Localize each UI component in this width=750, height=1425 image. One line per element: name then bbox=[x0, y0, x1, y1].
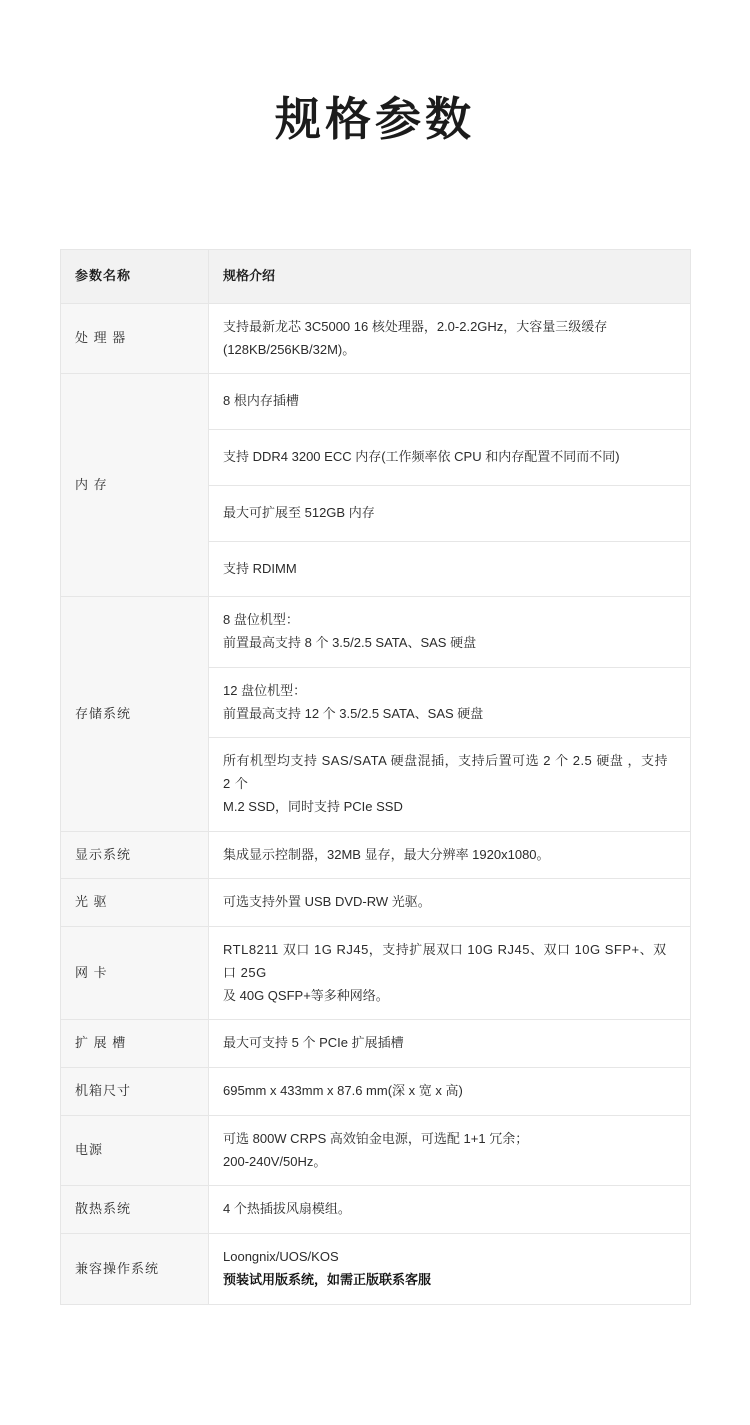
row-value-storage bbox=[209, 597, 691, 831]
table-row bbox=[61, 927, 691, 1020]
spec-table bbox=[60, 249, 691, 1305]
table-row bbox=[61, 303, 691, 374]
row-label-display: 显示系统 bbox=[61, 831, 209, 879]
sub-row bbox=[209, 597, 690, 668]
text-line: Loongnix/UOS/KOS bbox=[223, 1249, 339, 1265]
row-value-chassis-size: 695mm x 433mm x 87.6 mm(深 x 宽 x 高) bbox=[209, 1068, 691, 1116]
row-label-compatible-os: 兼容操作系统 bbox=[61, 1234, 209, 1305]
sub-row: 最大可扩展至 512GB 内存 bbox=[209, 486, 690, 542]
row-value-display: 集成显示控制器，32MB 显存，最大分辨率 1920x1080。 bbox=[209, 831, 691, 879]
row-label-power-supply: 电源 bbox=[61, 1115, 209, 1186]
row-value-processor bbox=[209, 303, 691, 374]
table-row bbox=[61, 597, 691, 831]
table-row bbox=[61, 1234, 691, 1305]
text-line: (128KB/256KB/32M)。 bbox=[223, 341, 356, 357]
table-row bbox=[61, 1115, 691, 1186]
bottom-spacer bbox=[0, 1305, 750, 1425]
row-value-network-card bbox=[209, 927, 691, 1020]
header-cell-name: 参数名称 bbox=[61, 250, 209, 304]
table-row bbox=[61, 1186, 691, 1234]
row-label-memory: 内 存 bbox=[61, 374, 209, 597]
text-line: 支持最新龙芯 3C5000 16 核处理器，2.0-2.2GHz，大容量三级缓存 bbox=[223, 318, 608, 334]
text-line: 可选 800W CRPS 高效铂金电源，可选配 1+1 冗余； bbox=[223, 1130, 529, 1146]
row-value-memory bbox=[209, 374, 691, 597]
row-value-compatible-os bbox=[209, 1234, 691, 1305]
page-title: 规格参数 bbox=[275, 93, 475, 145]
table-row bbox=[61, 879, 691, 927]
row-value-optical-drive: 可选支持外置 USB DVD-RW 光驱。 bbox=[209, 879, 691, 927]
row-label-processor: 处 理 器 bbox=[61, 303, 209, 374]
text-line: RTL8211 双口 1G RJ45，支持扩展双口 10G RJ45、双口 10G SFP+、双口 25G bbox=[223, 942, 667, 980]
sub-row bbox=[209, 738, 690, 830]
sub-row: 支持 DDR4 3200 ECC 内存(工作频率依 CPU 和内存配置不同而不同) bbox=[209, 430, 690, 486]
text-line: 前置最高支持 12 个 3.5/2.5 SATA、SAS 硬盘 bbox=[223, 705, 484, 721]
table-header-row bbox=[61, 250, 691, 304]
row-value-cooling-system: 4 个热插拔风扇模组。 bbox=[209, 1186, 691, 1234]
table-row bbox=[61, 1068, 691, 1116]
sub-row: 支持 RDIMM bbox=[223, 560, 297, 576]
text-line: 8 盘位机型： bbox=[223, 612, 299, 628]
row-label-chassis-size: 机箱尺寸 bbox=[61, 1068, 209, 1116]
text-line-emphasis: 预装试用版系统，如需正版联系客服 bbox=[223, 1271, 432, 1287]
row-label-storage: 存储系统 bbox=[61, 597, 209, 831]
text-line: 12 盘位机型： bbox=[223, 682, 307, 698]
header-cell-value: 规格介绍 bbox=[209, 250, 691, 304]
text-line: M.2 SSD，同时支持 PCIe SSD bbox=[223, 798, 403, 814]
sub-row: 8 根内存插槽 bbox=[209, 374, 690, 430]
text-line: 200-240V/50Hz。 bbox=[223, 1153, 327, 1169]
row-label-expansion-slot: 扩 展 槽 bbox=[61, 1020, 209, 1068]
table-row bbox=[61, 831, 691, 879]
row-label-optical-drive: 光 驱 bbox=[61, 879, 209, 927]
row-value-power-supply bbox=[209, 1115, 691, 1186]
row-value-expansion-slot: 最大可支持 5 个 PCIe 扩展插槽 bbox=[209, 1020, 691, 1068]
text-line: 所有机型均支持 SAS/SATA 硬盘混插，支持后置可选 2 个 2.5 硬盘 ，支持 2 个 bbox=[223, 753, 669, 792]
table-row bbox=[61, 374, 691, 597]
text-line: 前置最高支持 8 个 3.5/2.5 SATA、SAS 硬盘 bbox=[223, 635, 477, 651]
row-label-network-card: 网 卡 bbox=[61, 927, 209, 1020]
text-line: 及 40G QSFP+等多种网络。 bbox=[223, 987, 389, 1003]
sub-row bbox=[209, 668, 690, 739]
table-row bbox=[61, 1020, 691, 1068]
row-label-cooling-system: 散热系统 bbox=[61, 1186, 209, 1234]
spec-table-container bbox=[0, 147, 750, 1305]
